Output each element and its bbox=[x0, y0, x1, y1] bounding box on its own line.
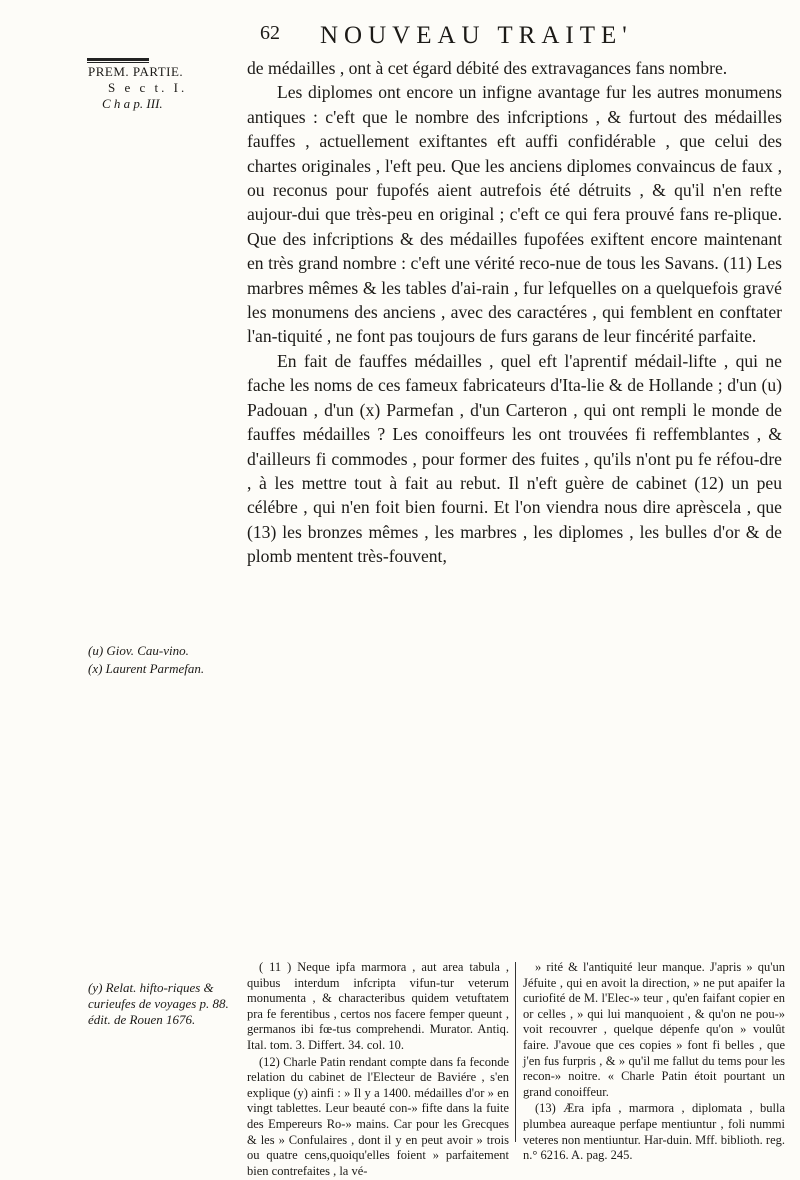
margin-note-u: (u) Giov. Cau-vino. bbox=[88, 643, 189, 658]
footnote-13: (13) Æra ipfa , marmora , diplomata , bulla plumbea aureaque perfape mentiuntur , foli nummi veteres non mentiuntur. Har-duin. Mff. biblioth. reg. n.° 6216. A. pag. 245. bbox=[523, 1101, 785, 1163]
page-header bbox=[240, 22, 770, 52]
paragraph: En fait de fauffes médailles , quel eft l'aprentif médail-lifte , qui ne fache les noms de ces fameux fabricateurs d'Ita-lie & de Hollande ; d'un (u) Padouan , d'un (x) Parmefan , d'un Carteron , qui ont rempli le monde de fauffes médailles ? Les conoiffeurs les ont trouvées fi reffemblantes , & d'ailleurs fi commodes , pour former des fuites , qu'ils n'ont pu fe réfou-dre , à les mettre tout à fait au rebut. Il n'eft guère de cabinet (12) un peu célébre , qui n'en foit bien fourni. Et l'on viendra nous dire aprèscela , que (13) les bronzes mêmes , les marbres , les diplomes , les bulles d'or & de plomb mentent très-fouvent, bbox=[247, 350, 782, 567]
header-rule-thick bbox=[87, 58, 149, 61]
part-label: PREM. PARTIE. bbox=[88, 64, 184, 79]
paragraph: Les diplomes ont encore un infigne avantage fur les autres monumens antiques : c'eft que le nombre des infcriptions , & furtout des médailles fauffes , actuellement exiftantes eft auffi confidérable , que celui des chartes originales , l'eft peu. Que les anciens diplomes convaincus de faux , ou reconus pour fupofés aient autrefois été détruits , & qu'il n'en refte aujour-dui que très-peu en original ; c'eft ce qui fera prouvé fans re-plique. Que des infcriptions & des médailles fupofées exiftent encore maintenant en très grand nombre : c'eft une vérité reco-nue de tous les Savans. (11) Les marbres mêmes & les tables d'ai-rain , fur lefquelles on a quelquefois gravé les monumens des anciens , avec des caractéres , qui femblent en conftater l'an-tiquité , ne font pas toujours de furs garans de leur fincérité parfaite. bbox=[247, 82, 782, 347]
footnote-12: (12) Charle Patin rendant compte dans fa feconde relation du cabinet de l'Electeur de Baviére , s'en explique (y) ainfi : » Il y a 1400. médailles d'or » en vingt tablettes. Leur beauté con-» fifte dans la fuite des Empereurs Ro-» mains. Car pour les Grecques & les » Confulaires , dont il y en peut avoir » trois ou quatre cens,quoiqu'elles foient » parfaitement bien contrefaites , la vé- bbox=[247, 1054, 509, 1178]
chapter-label: C h a p. III. bbox=[102, 96, 163, 111]
page-number: 62 bbox=[260, 22, 280, 44]
margin-notes bbox=[88, 643, 238, 679]
main-text bbox=[247, 56, 782, 569]
margin-note-x: (x) Laurent Parmefan. bbox=[88, 661, 205, 676]
footnotes-right-column bbox=[523, 960, 785, 1165]
margin-note-y: (y) Relat. hifto-riques & curieufes de voyages p. 88. édit. de Rouen 1676. bbox=[88, 980, 229, 1027]
section-label: S e c t. I. bbox=[108, 80, 188, 95]
running-title: NOUVEAU TRAITE' bbox=[320, 22, 633, 49]
header-rule-thin bbox=[87, 62, 149, 63]
footnote-12-continued: » rité & l'antiquité leur manque. J'apris » qu'un Jéfuite , qui en avoit la direction, » ne put apaifer la curiofité de M. l'Elec-» teur , qu'en faifant copier en or celles , » qui lui manquoient , & qu'on ne pou-» voit recouvrer , quelque dépenfe qu'on » voulût faire. J'avoue que ces copies » font fi belles , que j'en fus furpris , & » qu'il me fallut du tems pour les recon-» noitre. « Charle Patin étoit pourtant un grand conoiffeur. bbox=[523, 960, 785, 1099]
footnote-11: ( 11 ) Neque ipfa marmora , aut area tabula , quibus interdum infcripta vifun-tur veterum monumenta , & characteribus quidem vetuftatem pra fe ferentibus , certos nos facere femper queunt , germanos ibi fœ-tus comprehendi. Murator. Antiq. Ital. tom. 3. Differt. 34. col. 10. bbox=[247, 960, 509, 1052]
paragraph: de médailles , ont à cet égard débité des extravagances fans nombre. bbox=[247, 58, 728, 78]
footnotes-left-column bbox=[247, 960, 509, 1180]
section-marker bbox=[88, 64, 238, 112]
column-divider bbox=[515, 962, 516, 1142]
